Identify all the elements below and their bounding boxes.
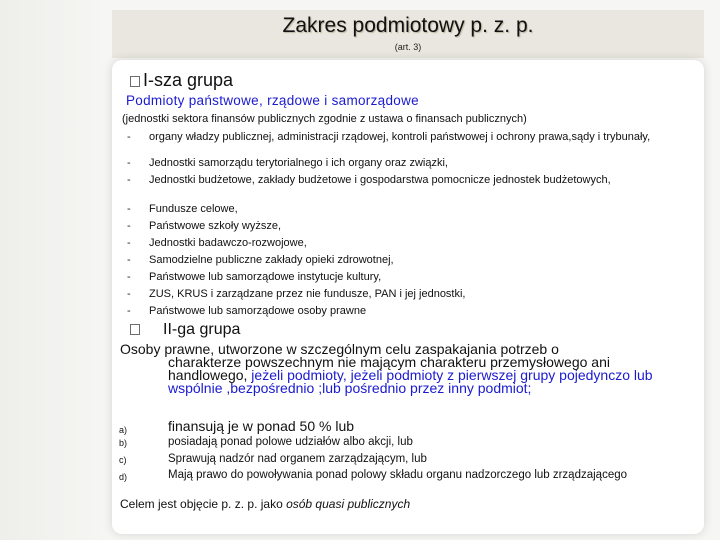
- dash-bullet-icon: -: [127, 220, 131, 232]
- list-item: Państwowe lub samorządowe osoby prawne: [149, 305, 367, 317]
- list-item: Jednostki badawczo-rozwojowe,: [149, 237, 307, 249]
- dash-bullet-icon: -: [127, 157, 131, 169]
- group2-intro: [120, 343, 690, 395]
- list-item: Mają prawo do powoływania ponad polowy składu organu nadzorczego lub zrządzającego: [168, 469, 628, 481]
- dash-bullet-icon: -: [127, 305, 131, 317]
- list-item: posiadają ponad polowe udziałów albo akcji, lub: [168, 436, 413, 448]
- list-item: Państwowe lub samorządowe instytucje kultury,: [149, 271, 382, 283]
- dash-bullet-icon: -: [127, 254, 131, 266]
- dash-bullet-icon: -: [127, 237, 131, 249]
- slide-title: Zakres podmiotowy p. z. p.: [282, 14, 534, 37]
- list-item: Fundusze celowe,: [149, 203, 238, 215]
- dash-bullet-icon: -: [127, 131, 131, 143]
- group2-intro-cont: [120, 356, 690, 395]
- dash-bullet-icon: -: [127, 174, 131, 186]
- item-letter: b): [119, 438, 128, 448]
- group2-heading: [130, 321, 240, 339]
- dash-bullet-icon: -: [127, 271, 131, 283]
- list-item: Państwowe szkoły wyższe,: [149, 220, 282, 232]
- dash-bullet-icon: -: [127, 203, 131, 215]
- list-item: Jednostki samorządu terytorialnego i ich organy oraz związki,: [149, 157, 448, 169]
- closing-statement: [120, 497, 410, 511]
- group1-subheading: Podmioty państwowe, rządowe i samorządowe: [126, 93, 419, 108]
- closing-text: Celem jest objęcie p. z. p. jako: [120, 497, 287, 511]
- list-item: organy władzy publicznej, administracji rządowej, kontroli państwowej i ochrony prawa,sądy i trybunały,: [149, 131, 651, 143]
- list-item: finansują je w ponad 50 % lub: [168, 418, 355, 434]
- item-letter: a): [119, 425, 128, 435]
- list-item: ZUS, KRUS i zarządzane przez nie fundusze, PAN i jej jednostki,: [149, 288, 466, 300]
- list-item: Samodzielne publiczne zakłady opieki zdrowotnej,: [149, 254, 394, 266]
- square-bullet-icon: [130, 324, 140, 335]
- list-item: Jednostki budżetowe, zakłady budżetowe i gospodarstwa pomocnicze jednostek budżetowych,: [149, 174, 611, 186]
- square-bullet-icon: [130, 76, 140, 87]
- group2-intro-line2: charakterze powszechnym nie mającym charakteru przemysłowego ani handlowego,: [168, 354, 610, 383]
- group2-intro-line1: Osoby prawne, utworzone w szczególnym celu zaspakajania potrzeb o: [120, 341, 559, 357]
- item-letter: c): [119, 455, 127, 465]
- group1-heading-label: I-sza grupa: [143, 70, 234, 90]
- closing-emphasis: osób quasi publicznych: [286, 497, 411, 511]
- group2-intro-condition: jeżeli podmioty, jeżeli podmioty z pierwszej grupy pojedynczo lub wspólnie ,bezpośrednio ;lub pośrednio przez inny podmiot;: [168, 367, 653, 396]
- list-item: Sprawują nadzór nad organem zarządzającym, lub: [168, 453, 427, 465]
- group2-heading-label: II-ga grupa: [163, 321, 241, 338]
- dash-bullet-icon: -: [127, 288, 131, 300]
- group1-note: (jednostki sektora finansów publicznych zgodnie z ustawa o finansach publicznych): [122, 113, 527, 125]
- group1-heading: [130, 70, 233, 91]
- left-decor-strip: [0, 0, 110, 540]
- item-letter: d): [119, 472, 128, 482]
- slide-subtitle: (art. 3): [394, 42, 422, 52]
